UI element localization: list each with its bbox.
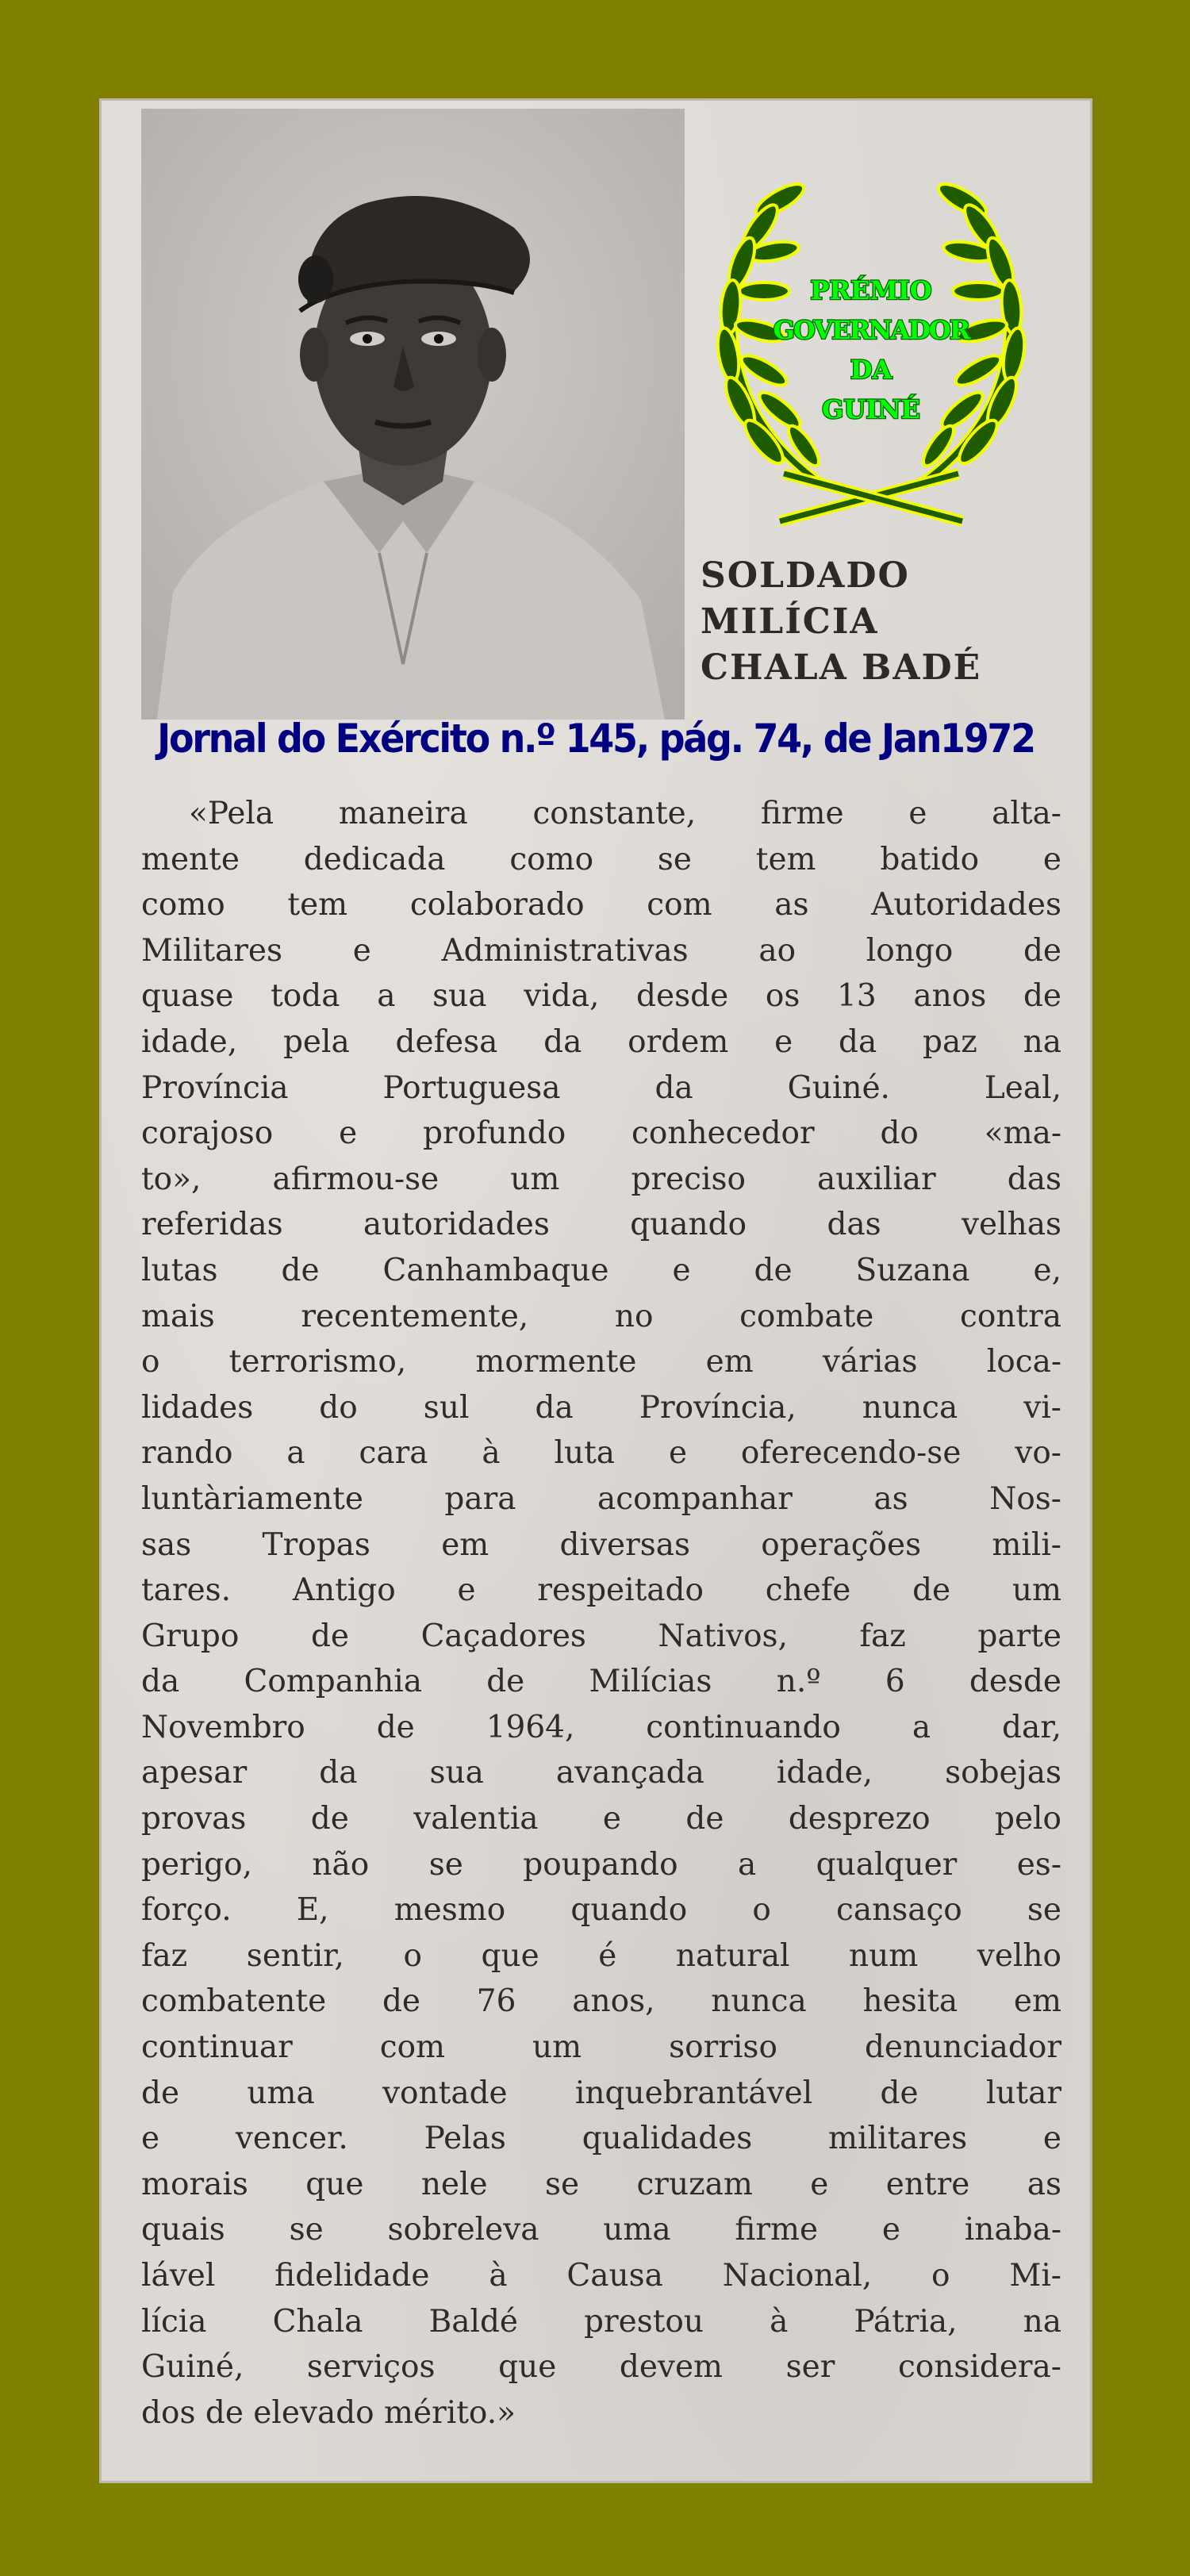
emblem-text-line-1: PRÉMIO [810, 275, 932, 305]
article-line: mente dedicada como se tem batido e [141, 841, 1061, 877]
article-line: referidas autoridades quando das velhas [141, 1207, 1061, 1243]
article-line: Grupo de Caçadores Nativos, faz parte [141, 1618, 1061, 1654]
article-line: corajoso e profundo conhecedor do «ma- [141, 1115, 1061, 1152]
article-line: idade, pela defesa da ordem e da paz na [141, 1023, 1061, 1060]
article-line: lutas de Canhambaque e de Suzana e, [141, 1252, 1061, 1288]
article-line: rando a cara à luta e oferecendo-se vo- [141, 1435, 1061, 1472]
article-line: e vencer. Pelas qualidades militares e [141, 2121, 1061, 2157]
article-line: quase toda a sua vida, desde os 13 anos de [141, 978, 1061, 1015]
article-line: Militares e Administrativas ao longo de [141, 932, 1061, 969]
article-line: continuar com um sorriso denunciador [141, 2029, 1061, 2066]
article-line: apesar da sua avançada idade, sobejas [141, 1755, 1061, 1791]
article-line: perigo, não se poupando a qualquer es- [141, 1846, 1061, 1883]
article-line: da Companhia de Milícias n.º 6 desde [141, 1664, 1061, 1700]
caption-line: MILÍCIA [701, 601, 879, 642]
article-line: morais que nele se cruzam e entre as [141, 2166, 1061, 2202]
article-line: como tem colaborado com as Autoridades [141, 887, 1061, 923]
article-line: lidades do sul da Província, nunca vi- [141, 1389, 1061, 1426]
article-line: to», afirmou-se um preciso auxiliar das [141, 1161, 1061, 1197]
caption-line: SOLDADO [701, 555, 910, 596]
newspaper-clipping [99, 98, 1092, 2483]
article-line: Guiné, serviços que devem ser considera- [141, 2349, 1061, 2386]
article-line: combatente de 76 anos, nunca hesita em [141, 1983, 1061, 2020]
article-line: provas de valentia e de desprezo pelo [141, 1801, 1061, 1837]
soldier-portrait-photo [141, 109, 685, 720]
article-text [141, 791, 1061, 2436]
caption-line: CHALA BADÉ [701, 647, 982, 688]
article-line: tares. Antigo e respeitado chefe de um [141, 1572, 1061, 1609]
article-line: de uma vontade inquebrantável de lutar [141, 2075, 1061, 2111]
article-line: lícia Chala Baldé prestou à Pátria, na [141, 2303, 1061, 2340]
article-line: Novembro de 1964, continuando a dar, [141, 1709, 1061, 1745]
article-line: lável fidelidade à Causa Nacional, o Mi- [141, 2258, 1061, 2294]
article-line: Província Portuguesa da Guiné. Leal, [141, 1069, 1061, 1106]
article-line: «Pela maneira constante, firme e alta- [189, 796, 1061, 831]
article-line: mais recentemente, no combate contra [141, 1298, 1061, 1334]
emblem-text-line-2: GOVERNADOR [773, 315, 969, 345]
source-citation: Jornal do Exército n.º 145, pág. 74, de Jan1972 [157, 716, 1035, 762]
article-line: o terrorismo, mormente em várias loca- [141, 1344, 1061, 1380]
article-line: faz sentir, o que é natural num velho [141, 1937, 1061, 1974]
article-line: forço. E, mesmo quando o cansaço se [141, 1892, 1061, 1929]
article-line: luntàriamente para acompanhar as Nos- [141, 1480, 1061, 1517]
article-line: sas Tropas em diversas operações mili- [141, 1526, 1061, 1563]
emblem-text-line-3: DA [850, 355, 892, 385]
photo-caption [701, 553, 1065, 691]
article-line: quais se sobreleva uma firme e inaba- [141, 2212, 1061, 2248]
article-line: dos de elevado mérito.» [141, 2394, 516, 2431]
emblem-text-line-4: GUINÉ [822, 394, 920, 424]
governor-prize-emblem [685, 160, 1058, 533]
